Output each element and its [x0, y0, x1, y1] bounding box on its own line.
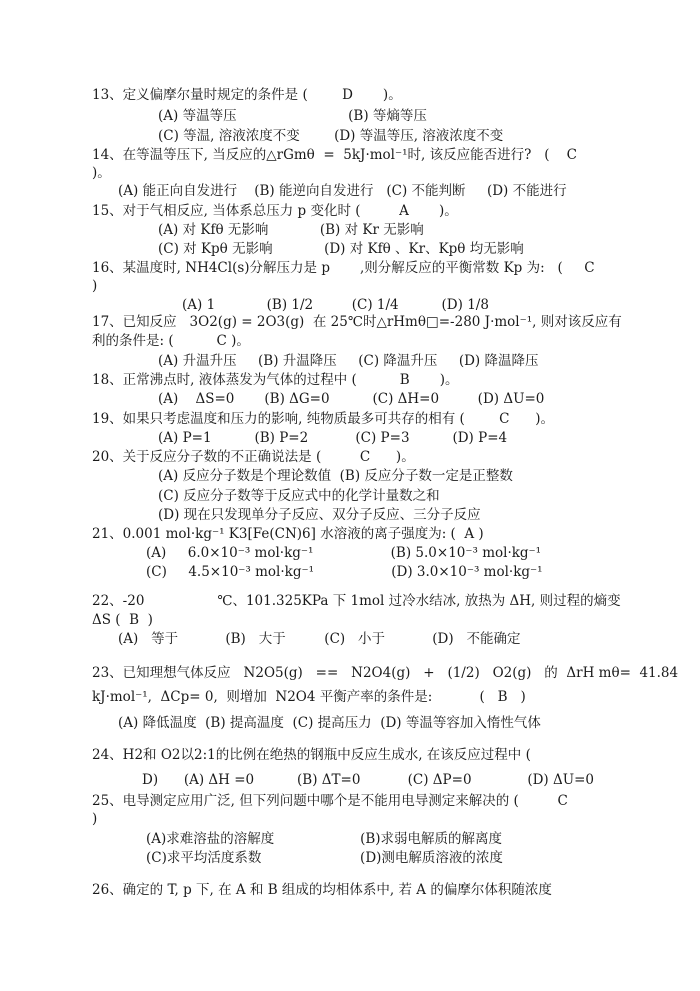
q18-stem: 18、正常沸点时, 液体蒸发为气体的过程中 ( B )。: [92, 372, 459, 388]
q24-stem: 24、H2和 O2以2:1的比例在绝热的钢瓶中反应生成水, 在该反应过程中 (: [92, 747, 531, 763]
q25-options-row1: (A)求难溶盐的溶解度 (B)求弱电解质的解离度: [146, 831, 503, 847]
q21-stem: 21、0.001 mol·kg⁻¹ K3[Fe(CN)6] 水溶液的离子强度为: ( A ): [92, 526, 484, 542]
q16-stem-cont: ): [92, 278, 98, 294]
q17-options: (A) 升温升压 (B) 升温降压 (C) 降温升压 (D) 降温降压: [158, 353, 539, 369]
q24-options: D) (A) ΔH =0 (B) ΔT=0 (C) ΔP=0 (D) ΔU=0: [142, 772, 594, 788]
q25-options-row2: (C)求平均活度系数 (D)测电解质溶液的浓度: [146, 850, 503, 866]
q15-options-row2: (C) 对 Kpθ 无影响 (D) 对 Kfθ 、Kr、Kpθ 均无影响: [158, 241, 524, 257]
q14-stem-cont: )。: [92, 165, 111, 181]
q21-options-row2: (C) 4.5×10⁻³ mol·kg⁻¹ (D) 3.0×10⁻³ mol·kg⁻¹: [146, 564, 543, 580]
q23-stem: 23、已知理想气体反应 N2O5(g) == N2O4(g) + (1/2) O2(g) 的 ΔrH mθ= 41.84: [92, 665, 679, 681]
q13-options-row2: (C) 等温, 溶液浓度不变 (D) 等温等压, 溶液浓度不变: [158, 128, 504, 144]
q22-stem: 22、-20 ℃、101.325KPa 下 1mol 过冷水结冰, 放热为 ΔH, 则过程的熵变: [92, 593, 621, 609]
q21-options-row1: (A) 6.0×10⁻³ mol·kg⁻¹ (B) 5.0×10⁻³ mol·kg⁻¹: [146, 545, 542, 561]
q19-options: (A) P=1 (B) P=2 (C) P=3 (D) P=4: [158, 430, 508, 446]
q26-stem: 26、确定的 T, p 下, 在 A 和 B 组成的均相体系中, 若 A 的偏摩尔体积随浓度: [92, 882, 552, 898]
q14-options: (A) 能正向自发进行 (B) 能逆向自发进行 (C) 不能判断 (D) 不能进行: [118, 183, 567, 199]
q20-stem: 20、关于反应分子数的不正确说法是 ( C )。: [92, 449, 415, 465]
q15-stem: 15、对于气相反应, 当体系总压力 p 变化时 ( A )。: [92, 203, 458, 219]
q13-stem: 13、定义偏摩尔量时规定的条件是 ( D )。: [92, 87, 402, 103]
q15-options-row1: (A) 对 Kfθ 无影响 (B) 对 Kr 无影响: [158, 222, 424, 238]
q18-options: (A) ΔS=0 (B) ΔG=0 (C) ΔH=0 (D) ΔU=0: [158, 391, 545, 407]
q22-options: (A) 等于 (B) 大于 (C) 小于 (D) 不能确定: [118, 631, 521, 647]
q23-options: (A) 降低温度 (B) 提高温度 (C) 提高压力 (D) 等温等容加入惰性气体: [118, 715, 541, 731]
q17-stem: 17、已知反应 3O2(g) = 2O3(g) 在 25℃时△rHmθ□=-280 J·mol⁻¹, 则对该反应有: [92, 314, 622, 330]
q16-options: (A) 1 (B) 1/2 (C) 1/4 (D) 1/8: [182, 297, 489, 313]
q25-stem: 25、电导测定应用广泛, 但下列问题中哪个是不能用电导测定来解决的 ( C: [92, 793, 568, 809]
q19-stem: 19、如果只考虑温度和压力的影响, 纯物质最多可共存的相有 ( C )。: [92, 411, 554, 427]
q20-option-d: (D) 现在只发现单分子反应、双分子反应、三分子反应: [158, 507, 481, 523]
q25-stem-cont: ): [92, 811, 98, 827]
q23-stem-cont: kJ·mol⁻¹, ΔCp= 0, 则增加 N2O4 平衡产率的条件是: ( B ): [92, 689, 526, 705]
q16-stem: 16、某温度时, NH4Cl(s)分解压力是 p ,则分解反应的平衡常数 Kp 为: ( C: [92, 260, 595, 276]
q13-options-row1: (A) 等温等压 (B) 等熵等压: [158, 108, 427, 124]
q20-option-ab: (A) 反应分子数是个理论数值 (B) 反应分子数一定是正整数: [158, 468, 513, 484]
q17-stem-cont: 利的条件是: ( C )。: [92, 333, 250, 349]
q20-option-c: (C) 反应分子数等于反应式中的化学计量数之和: [158, 488, 440, 504]
q22-stem-cont: ΔS ( B ): [92, 612, 153, 628]
q14-stem: 14、在等温等压下, 当反应的△rGmθ = 5kJ·mol⁻¹时, 该反应能否进行? ( C: [92, 147, 577, 163]
